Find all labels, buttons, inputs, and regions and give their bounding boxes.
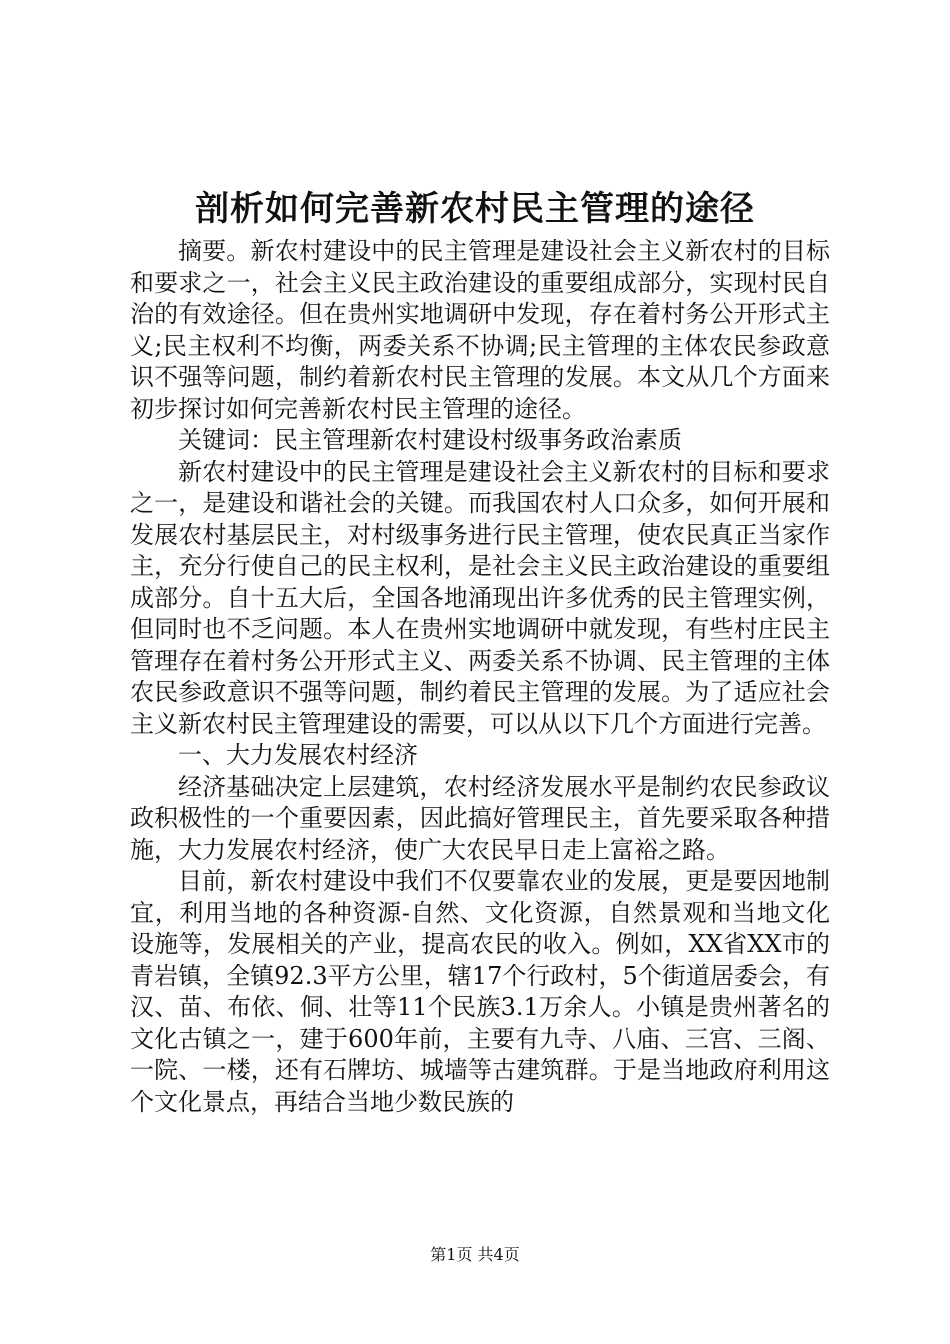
section-heading: 一、大力发展农村经济: [178, 741, 418, 769]
body-paragraph: 目前，新农村建设中我们不仅要靠农业的发展，更是要因地制宜，利用当地的各种资源-自然、文化资源，自然景观和当地文化设施等，发展相关的产业，提高农民的收入。例如，XX省XX市的青岩镇，全镇92.3平方公里，辖17个行政村，5个街道居委会，有汉、苗、布依、侗、壮等11个民族3.1万余人。小镇是贵州著名的文化古镇之一，建于600年前，主要有九寺、八庙、三宫、三阁、一院、一楼，还有石牌坊、城墙等古建筑群。于是当地政府利用这个文化景点，再结合当地少数民族的: [130, 867, 830, 1116]
document-body: [130, 236, 830, 1118]
abstract-paragraph: 摘要。新农村建设中的民主管理是建设社会主义新农村的目标和要求之一，社会主义民主政治建设的重要组成部分，实现村民自治的有效途径。但在贵州实地调研中发现，存在着村务公开形式主义;民主权利不均衡，两委关系不协调;民主管理的主体农民参政意识不强等问题，制约着新农村民主管理的发展。本文从几个方面来初步探讨如何完善新农村民主管理的途径。: [130, 237, 830, 423]
page-footer: [0, 1244, 950, 1266]
document-title: 剖析如何完善新农村民主管理的途径: [195, 189, 755, 229]
page-indicator: 第1页 共4页: [430, 1245, 520, 1264]
body-paragraph: 经济基础决定上层建筑，农村经济发展水平是制约农民参政议政积极性的一个重要因素，因此搞好管理民主，首先要采取各种措施，大力发展农村经济，使广大农民早日走上富裕之路。: [130, 772, 830, 864]
intro-paragraph: 新农村建设中的民主管理是建设社会主义新农村的目标和要求之一，是建设和谐社会的关键。而我国农村人口众多，如何开展和发展农村基层民主，对村级事务进行民主管理，使农民真正当家作主，充分行使自己的民主权利，是社会主义民主政治建设的重要组成部分。自十五大后，全国各地涌现出许多优秀的民主管理实例，但同时也不乏问题。本人在贵州实地调研中就发现，有些村庄民主管理存在着村务公开形式主义、两委关系不协调、民主管理的主体农民参政意识不强等问题，制约着民主管理的发展。为了适应社会主义新农村民主管理建设的需要，可以从以下几个方面进行完善。: [130, 457, 830, 738]
keywords-paragraph: 关键词：民主管理新农村建设村级事务政治素质: [178, 426, 682, 454]
